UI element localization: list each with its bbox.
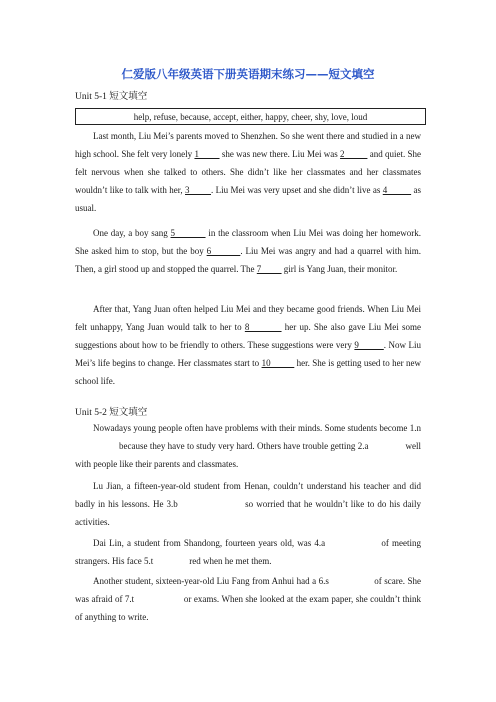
text: Another student, sixteen-year-old Liu Fang from Anhui had a 6.s (93, 576, 329, 586)
text: red when he met them. (186, 556, 272, 566)
unit2-paragraph-2 (75, 477, 421, 531)
blank-4[interactable]: 4 (382, 185, 412, 195)
blank-5[interactable]: 5 (170, 228, 206, 238)
blank-10[interactable]: 10 (261, 358, 295, 368)
text: of meeting strangers. His face 5.t (75, 538, 421, 566)
text: she was new there. Liu Mei was (219, 149, 341, 159)
blank-2[interactable]: 2 (340, 149, 368, 159)
text: One day, a boy sang (93, 228, 171, 238)
text: After that, Yang Juan often helped Liu Mei and they became good friends. When Liu Mei felt unhappy, Yang Juan would talk to her to (75, 304, 421, 332)
text: or exams. When she looked at the exam paper, she couldn’t think of anything to write. (75, 594, 421, 622)
unit2-paragraph-3 (75, 534, 421, 570)
unit1-paragraph-3 (75, 300, 421, 390)
text: Nowadays young people often have problems with their minds. Some students become 1.n (93, 423, 421, 433)
unit1-paragraph-1 (75, 127, 421, 217)
text: of scare. She was afraid of 7.t (75, 576, 421, 604)
text: well with people like their parents and classmates. (75, 441, 422, 469)
unit1-paragraph-2 (75, 224, 421, 278)
blank-8[interactable]: 8 (244, 322, 282, 332)
text: as usual. (75, 185, 421, 213)
unit2-paragraph-1 (75, 419, 421, 473)
blank-1[interactable]: 1 (194, 149, 220, 159)
unit1-heading: Unit 5-1 短文填空 (75, 92, 148, 102)
unit2-paragraph-4 (75, 572, 421, 626)
text: Last month, Liu Mei’s parents moved to Shenzhen. So she went there and studied in a new high school. She felt very lonely (75, 131, 421, 159)
text: her up. She also gave Liu Mei some suggestions about how to be friendly to others. These suggestions were very (75, 322, 421, 350)
text: . Liu Mei was angry and had a quarrel with him. Then, a girl stood up and stopped the quarrel. The (75, 246, 422, 274)
text: so worried that he wouldn’t like to do his daily activities. (75, 499, 422, 527)
blank-9[interactable]: 9 (354, 340, 384, 350)
unit2-heading: Unit 5-2 短文填空 (75, 408, 148, 418)
blank-7[interactable]: 7 (256, 264, 282, 274)
text: because they have to study very hard. Others have trouble getting 2.a (116, 441, 369, 451)
blank-3[interactable]: 3 (185, 185, 211, 195)
text: her. She is getting used to her new school life. (75, 358, 422, 386)
text: . Now Liu Mei’s life begins to change. Her classmates start to (75, 340, 422, 368)
text: . Liu Mei was very upset and she didn’t live as (210, 185, 383, 195)
word-box (75, 108, 426, 125)
page-title: 仁爱版八年级英语下册英语期末练习——短文填空 (121, 67, 375, 81)
text: girl is Yang Juan, their monitor. (281, 264, 398, 274)
text: in the classroom when Liu Mei was doing her homework. She asked him to stop, but the boy (75, 228, 421, 256)
text: Lu Jian, a fifteen-year-old student from Henan, couldn’t understand his teacher and did badly in his lessons. He 3.b (75, 481, 421, 509)
word-box-text: help, refuse, because, accept, either, happy, cheer, shy, love, loud (133, 111, 368, 122)
text: and quiet. She felt nervous when she talked to others. She didn’t like her classmates and her classmates wouldn’t like to talk with her, (75, 149, 422, 195)
text: Dai Lin, a student from Shandong, fourteen years old, was 4.a (93, 538, 326, 548)
blank-6[interactable]: 6 (206, 246, 241, 256)
